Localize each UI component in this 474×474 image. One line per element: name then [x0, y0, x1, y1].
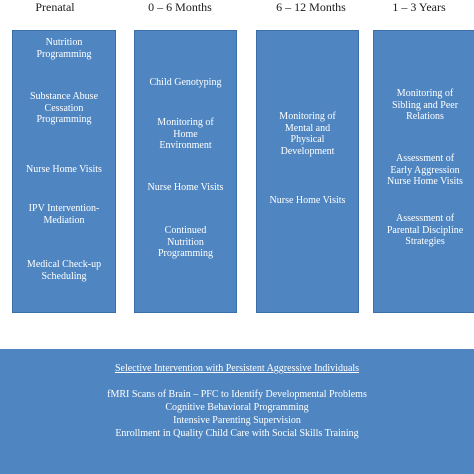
column-0-6-months [134, 30, 237, 313]
selective-line-cbt: Cognitive Behavioral Programming [165, 402, 309, 413]
column-1-3-years [373, 30, 474, 313]
item-assessment-early-aggression: Assessment of Early Aggression Nurse Home Visits [387, 153, 463, 187]
item-child-genotyping: Child Genotyping [149, 77, 222, 88]
selective-line-child-care: Enrollment in Quality Child Care with Social Skills Training [115, 428, 359, 439]
selective-intervention-heading: Selective Intervention with Persistent Aggressive Individuals [114, 363, 360, 374]
item-assessment-parental-discipline: Assessment of Parental Discipline Strategies [386, 213, 464, 247]
selective-line-parenting: Intensive Parenting Supervision [173, 415, 301, 426]
item-nutrition-programming: Nutrition Programming [36, 37, 92, 60]
item-nurse-home-visits: Nurse Home Visits [269, 195, 346, 206]
item-nurse-home-visits: Nurse Home Visits [26, 164, 102, 175]
item-substance-abuse-cessation: Substance Abuse Cessation Programming [29, 91, 99, 125]
header-6-12-months: 6 – 12 Months [276, 0, 346, 14]
header-prenatal: Prenatal [35, 0, 75, 14]
header-0-6-months: 0 – 6 Months [148, 0, 212, 14]
item-medical-checkup: Medical Check-up Scheduling [26, 259, 102, 282]
column-prenatal [12, 30, 116, 313]
item-monitoring-sibling-peer: Monitoring of Sibling and Peer Relations [391, 88, 459, 122]
item-nurse-home-visits: Nurse Home Visits [147, 182, 224, 193]
selective-line-fmri: fMRI Scans of Brain – PFC to Identify Developmental Problems [107, 389, 367, 400]
selective-intervention-box [0, 349, 474, 474]
item-monitoring-development: Monitoring of Mental and Physical Development [279, 111, 336, 157]
item-continued-nutrition: Continued Nutrition Programming [158, 225, 213, 259]
column-6-12-months [256, 30, 359, 313]
item-monitoring-home-environment: Monitoring of Home Environment [157, 117, 214, 151]
header-1-3-years: 1 – 3 Years [392, 0, 446, 14]
item-ipv-intervention: IPV Intervention- Mediation [28, 203, 100, 226]
